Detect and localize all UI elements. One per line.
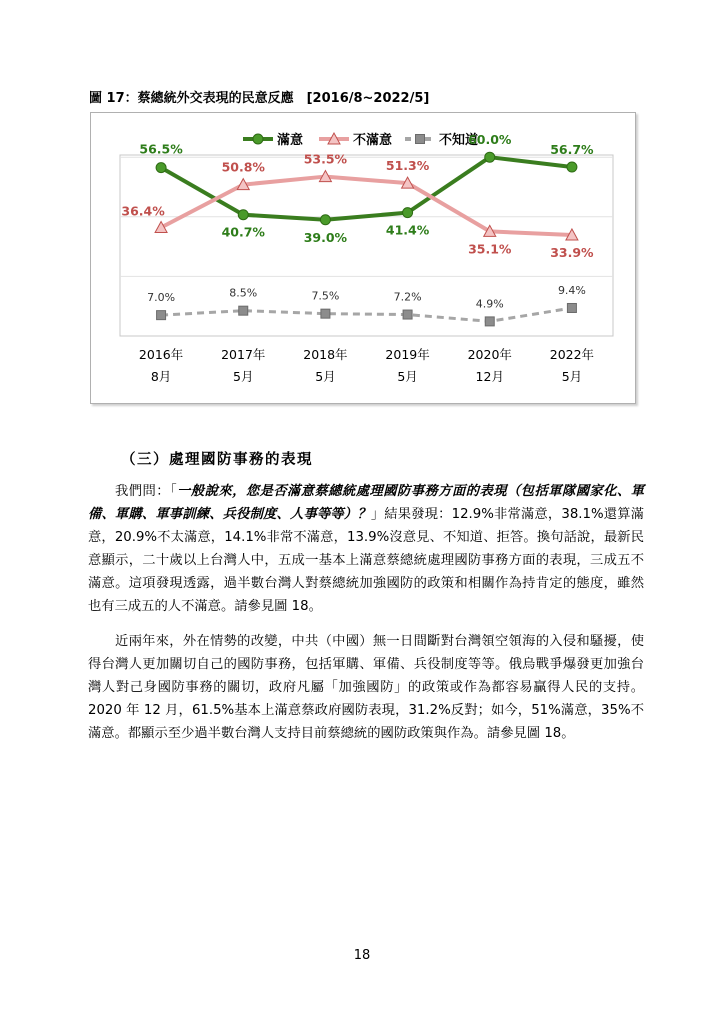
legend-label-1: 不滿意	[353, 133, 393, 148]
x-tick-label-0-0: 2016年	[138, 347, 184, 362]
data-label-0-1: 40.7%	[221, 224, 265, 240]
data-label-2-0: 7.0%	[147, 291, 176, 305]
legend-marker-0	[253, 134, 263, 144]
point-2-3	[403, 310, 412, 319]
x-tick-label-2-1: 5月	[315, 369, 336, 384]
data-label-2-4: 4.9%	[475, 297, 504, 311]
point-2-2	[321, 309, 330, 318]
line-chart	[90, 112, 636, 404]
point-0-3	[403, 208, 413, 218]
point-0-2	[320, 215, 330, 225]
point-0-5	[567, 162, 577, 172]
point-2-5	[567, 303, 576, 312]
data-label-1-4: 35.1%	[468, 241, 512, 257]
x-tick-label-0-1: 8月	[150, 369, 172, 384]
point-0-1	[238, 210, 248, 220]
survey-question: 一般說來，您是否滿意蔡總統處理國防事務方面的表現（包括軍隊國家化、軍備、軍購、軍事訓練、兵役制度、人事等等）？	[88, 484, 645, 522]
x-tick-label-3-0: 2019年	[385, 347, 430, 362]
x-tick-label-5-0: 2022年	[549, 347, 595, 362]
legend-label-0: 滿意	[277, 133, 304, 148]
question-lead: 我們問：	[115, 484, 170, 499]
point-0-0	[156, 163, 166, 173]
point-2-0	[157, 311, 166, 320]
data-label-2-3: 7.2%	[393, 290, 422, 304]
x-tick-label-1-1: 5月	[233, 369, 254, 384]
x-tick-label-3-1: 5月	[397, 369, 418, 384]
point-0-4	[485, 152, 495, 162]
data-label-2-2: 7.5%	[311, 289, 340, 303]
data-label-1-2: 53.5%	[303, 151, 348, 167]
x-tick-label-4-0: 2020年	[467, 347, 512, 362]
data-label-0-0: 56.5%	[139, 141, 183, 157]
data-label-1-3: 51.3%	[385, 158, 430, 174]
legend-marker-2	[416, 135, 425, 144]
data-label-1-1: 50.8%	[221, 159, 265, 175]
data-label-0-4: 60.0%	[468, 132, 512, 148]
close-quote: 」	[370, 507, 385, 522]
data-label-2-5: 9.4%	[557, 283, 586, 297]
figure-caption: 圖 17：蔡總統外交表現的民意反應 [2016/8~2022/5]	[89, 91, 430, 106]
point-2-1	[239, 306, 248, 315]
results-text: 結果發現：12.9%非常滿意，38.1%還算滿意，20.9%不太滿意，14.1%非常不滿意，13.9%沒意見、不知道、拒答。換句話說，最新民意顯示，二十歲以上台灣人中，五成一基本上滿意蔡總統處理國防事務方面的表現，三成五不滿意。這項發現透露，過半數台灣人對蔡總統加強國防的政策和相關作為持肯定的態度，雖然也有三成五的人不滿意。請參見圖 18。	[88, 507, 645, 614]
point-2-4	[485, 317, 494, 326]
page-number: 18	[353, 948, 371, 963]
legend-label-2: 不知道	[439, 133, 479, 148]
data-label-0-5: 56.7%	[550, 142, 594, 158]
x-tick-label-4-1: 12月	[475, 369, 504, 384]
data-label-1-0: 36.4%	[121, 203, 165, 219]
chart-canvas	[91, 113, 637, 405]
data-label-0-3: 41.4%	[385, 222, 430, 238]
plot-area	[120, 155, 613, 336]
x-tick-label-1-0: 2017年	[221, 347, 266, 362]
data-label-1-5: 33.9%	[550, 244, 594, 260]
x-tick-label-5-1: 5月	[561, 369, 583, 384]
paragraph-2: 近兩年來，外在情勢的改變，中共（中國）無一日間斷對台灣領空領海的入侵和騷擾，使得台灣人更加關切自己的國防事務，包括軍購、軍備、兵役制度等等。俄烏戰爭爆發更加強台灣人對己身國防事務的關切，政府凡屬「加強國防」的政策或作為都容易贏得人民的支持。2020 年 12 月，61.5%基本上滿意蔡政府國防表現，31.2%反對；如今，51%滿意，35%不滿意。都顯示至少過半數台灣人支持目前蔡總統的國防政策與作為。請參見圖 18。	[88, 634, 644, 741]
paragraph-1	[88, 480, 644, 618]
x-tick-label-2-0: 2018年	[303, 347, 348, 362]
data-label-0-2: 39.0%	[303, 229, 348, 245]
data-label-2-1: 8.5%	[229, 286, 258, 300]
section-heading: （三）處理國防事務的表現	[121, 452, 313, 468]
open-quote: 「	[169, 484, 178, 499]
